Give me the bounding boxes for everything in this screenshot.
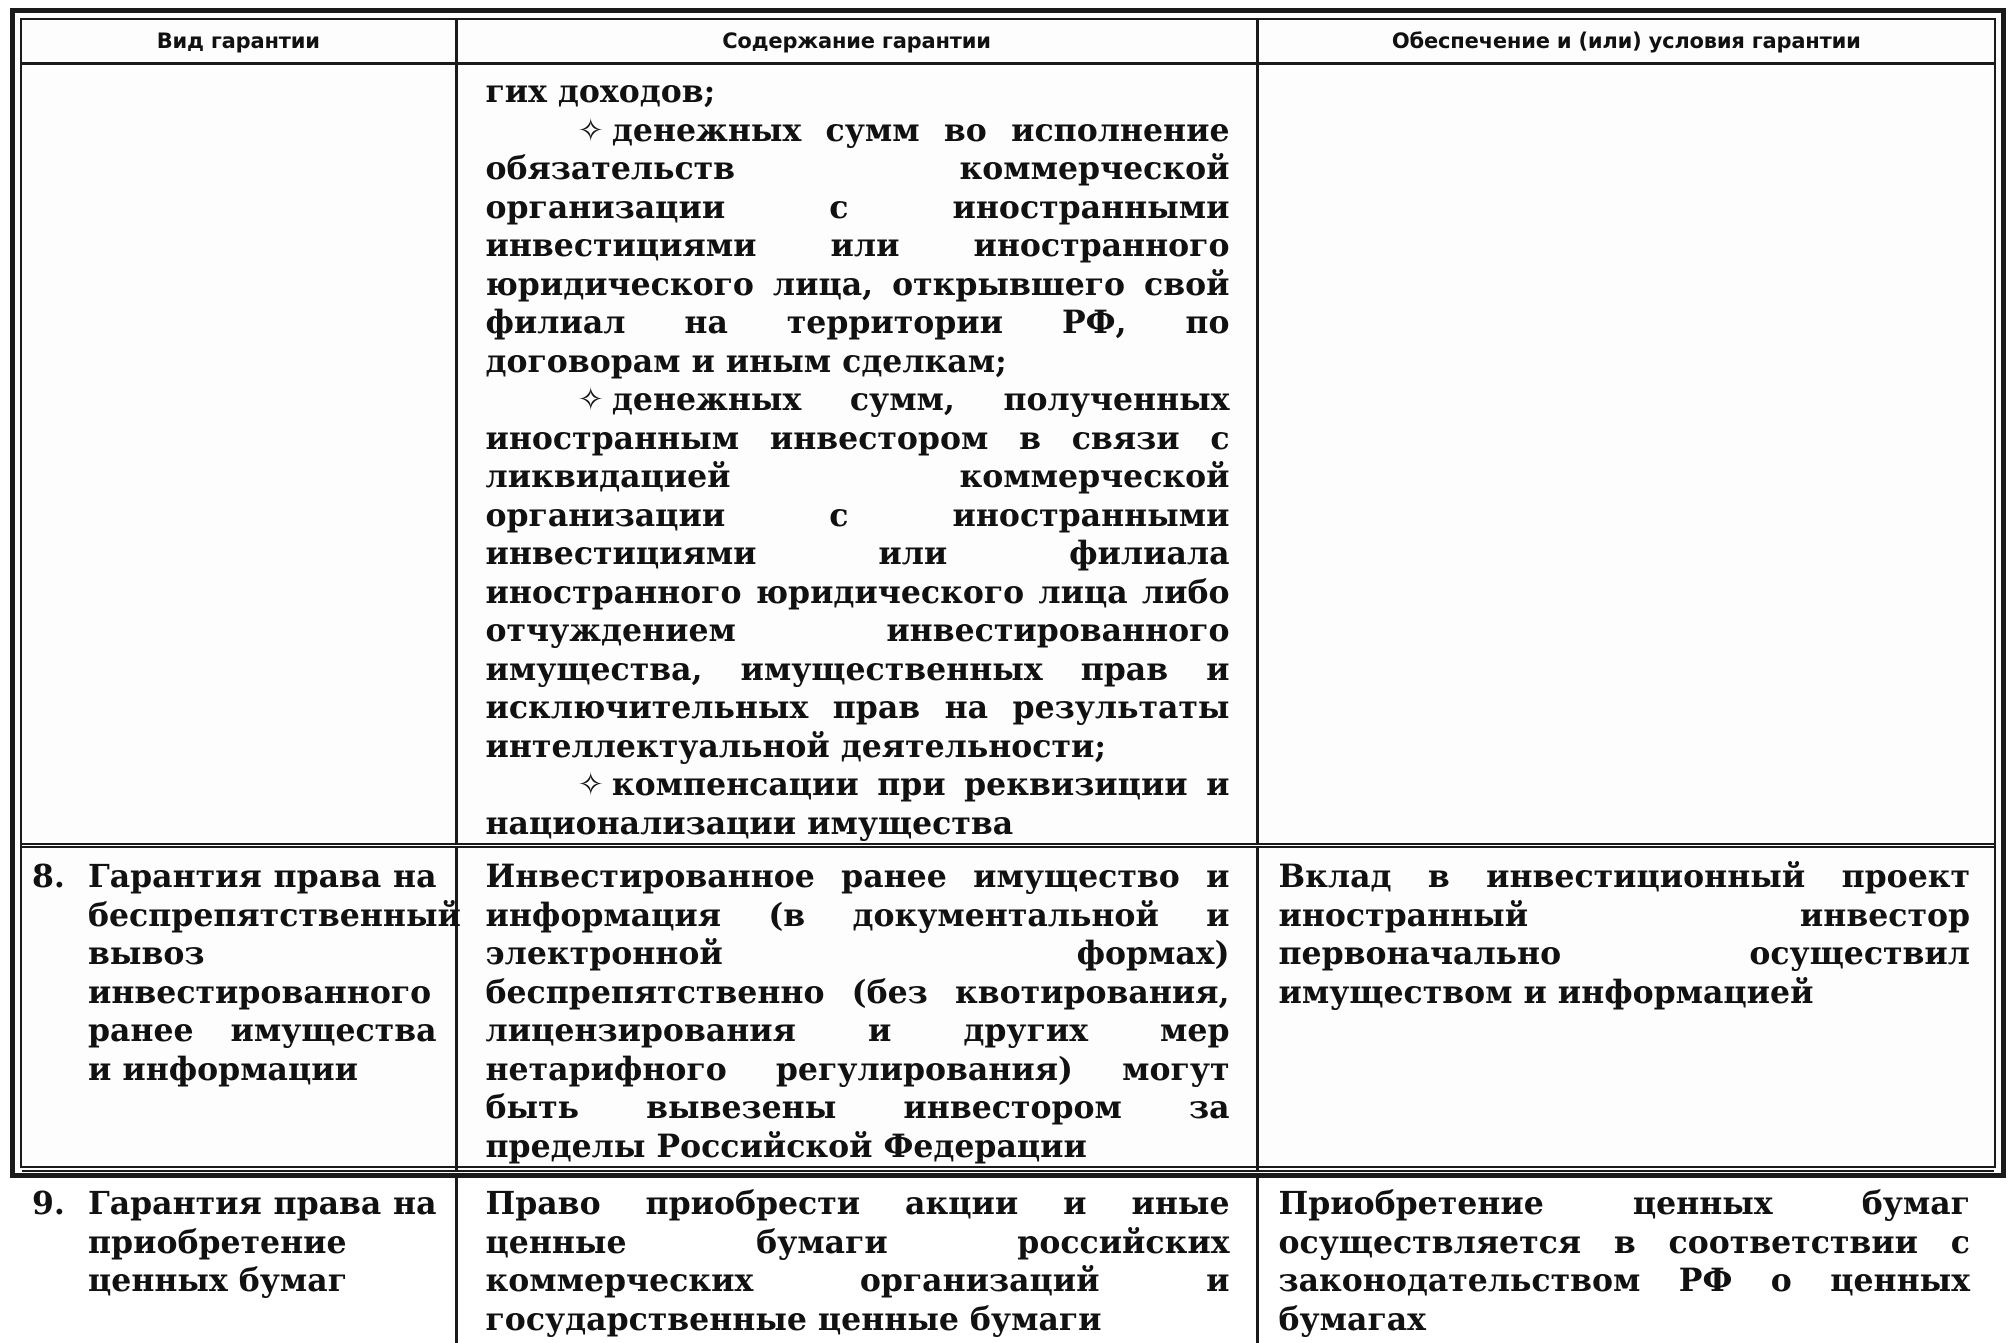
- content-cell: [456, 846, 1257, 1173]
- condition-cell: [1257, 1173, 1994, 1343]
- header-content: Содержание гарантии: [456, 20, 1257, 64]
- guarantee-kind: Гарантия права на приобретение ценных бумаг: [88, 1185, 437, 1301]
- header-condition: Обеспечение и (или) условия гарантии: [1257, 20, 1994, 64]
- diamond-outline-icon: ✧: [532, 766, 604, 805]
- condition-cell: [1257, 846, 1994, 1173]
- guarantee-condition: Вклад в инвестиционный проект иностранный инвестор первоначально осуществил имуществом и информацией: [1279, 858, 1971, 1012]
- content-cell: [456, 1173, 1257, 1343]
- header-kind: Вид гарантии: [22, 20, 456, 64]
- diamond-outline-icon: ✧: [532, 381, 604, 420]
- guarantee-content: Инвестированное ранее имущество и информация (в документальной и электронной формах) беспрепятственно (без квотирования, лицензирования и других мер нетарифного регулирования) могут быть вывезены инвестором за пределы Российской Федерации: [486, 858, 1230, 1166]
- guarantee-condition: Приобретение ценных бумаг осуществляется в соответствии с законодательством РФ о ценных бумагах: [1279, 1185, 1971, 1339]
- kind-cell: [22, 846, 456, 1173]
- table-row-continuation: [22, 64, 1994, 846]
- table-header-row: [22, 20, 1994, 64]
- row-number: 8.: [32, 858, 78, 897]
- list-item: ✧ денежных сумм, полученных иностранным инвестором в связи с ликвидацией коммерческой организации с иностранными инвестициями или филиала иностранного юридического лица либо отчуждением инвестированного имущества, имущественных прав и исключительных прав на результаты интеллектуальной деятельности;: [486, 381, 1230, 766]
- list-item: ✧ компенсации при реквизиции и национализации имущества: [486, 766, 1230, 843]
- table-row: [22, 1173, 1994, 1343]
- guarantee-kind: Гарантия права на беспрепятственный вывоз инвестированного ранее имущества и информации: [88, 858, 437, 1089]
- guarantee-content: Право приобрести акции и иные ценные бумаги российских коммерческих организаций и государственные ценные бумаги: [486, 1185, 1230, 1339]
- table-frame: [20, 18, 1996, 1168]
- table-row: [22, 846, 1994, 1173]
- continuation-intro: гих доходов;: [486, 73, 1230, 112]
- guarantees-table: [22, 20, 1994, 1343]
- continuation-content-cell: [456, 64, 1257, 846]
- continuation-kind-cell: [22, 64, 456, 846]
- diamond-outline-icon: ✧: [532, 112, 604, 151]
- continuation-condition-cell: [1257, 64, 1994, 846]
- document-page: [10, 8, 2006, 1178]
- list-item: ✧ денежных сумм во исполнение обязательств коммерческой организации с иностранными инвестициями или иностранного юридического лица, открывшего свой филиал на территории РФ, по договорам и иным сделкам;: [486, 112, 1230, 382]
- row-number: 9.: [32, 1185, 78, 1224]
- kind-cell: [22, 1173, 456, 1343]
